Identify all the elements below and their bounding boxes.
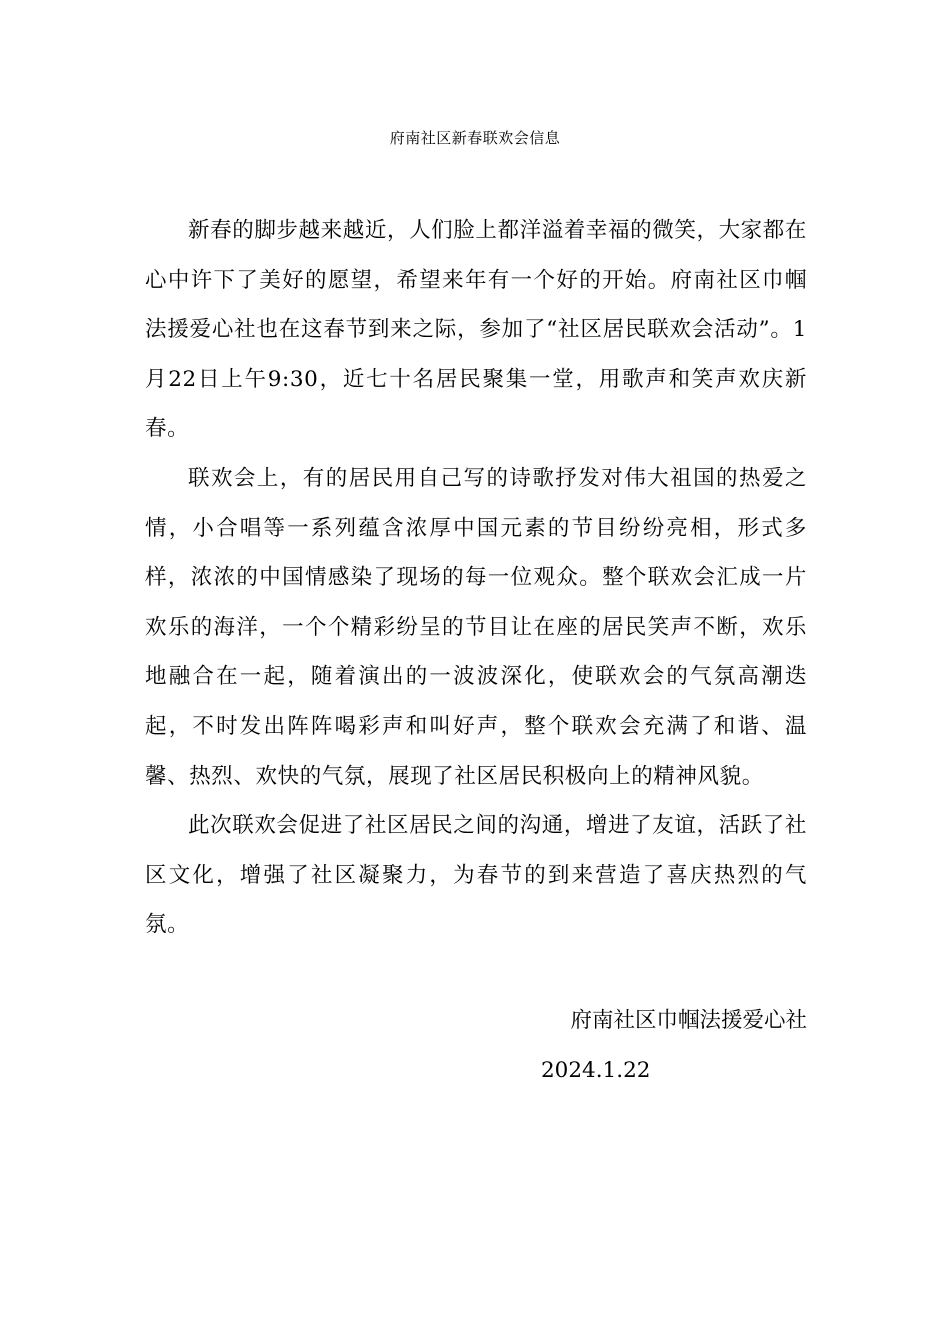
paragraph-1: 新春的脚步越来越近，人们脸上都洋溢着幸福的微笑，大家都在心中许下了美好的愿望，希望来年有一个好的开始。府南社区巾帼法援爱心社也在这春节到来之际，参加了“社区居民联欢会活动”。1月22日上午9:30，近七十名居民聚集一堂，用歌声和笑声欢庆新春。 xyxy=(145,218,807,442)
paragraph-2: 联欢会上，有的居民用自己写的诗歌抒发对伟大祖国的热爱之情，小合唱等一系列蕴含浓厚中国元素的节目纷纷亮相，形式多样，浓浓的中国情感染了现场的每一位观众。整个联欢会汇成一片欢乐的海洋，一个个精彩纷呈的节目让在座的居民笑声不断，欢乐地融合在一起，随着演出的一波波深化，使联欢会的气氛高潮迭起，不时发出阵阵喝彩声和叫好声，整个联欢会充满了和谐、温馨、热烈、欢快的气氛，展现了社区居民积极向上的精神风貌。 xyxy=(145,465,807,789)
document-title: 府南社区新春联欢会信息 xyxy=(389,129,561,147)
document-body xyxy=(145,206,807,950)
signature: 府南社区巾帼法援爱心社 xyxy=(570,1008,807,1033)
paragraph-3: 此次联欢会促进了社区居民之间的沟通，增进了友谊，活跃了社区文化，增强了社区凝聚力，为春节的到来营造了喜庆热烈的气氛。 xyxy=(145,813,807,938)
date: 2024.1.22 xyxy=(541,1058,651,1083)
